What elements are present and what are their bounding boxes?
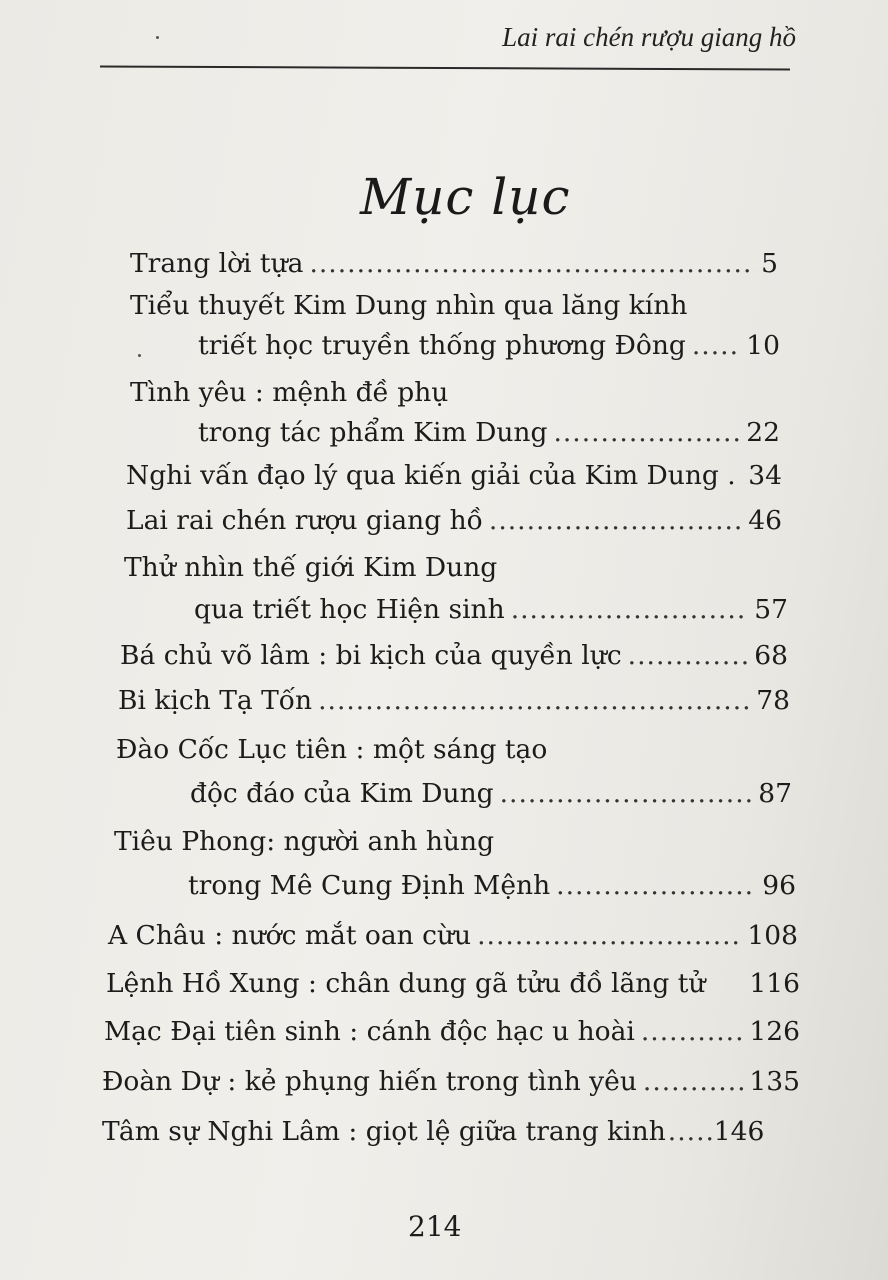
- leader-dots: [489, 505, 742, 536]
- toc-entry-page: 146: [713, 1116, 765, 1147]
- toc-entry: [104, 1016, 800, 1047]
- toc-entry: [102, 1116, 804, 1147]
- toc-entry: [130, 248, 778, 279]
- toc-entry: [188, 870, 796, 901]
- leader-dots: [553, 417, 740, 448]
- page-number: 214: [408, 1210, 462, 1243]
- toc-entry-title: Mạc Đại tiên sinh : cánh độc hạc u hoài: [104, 1016, 635, 1047]
- toc-entry: [126, 505, 782, 536]
- toc-entry: [118, 685, 790, 716]
- leader-dots: [318, 685, 750, 716]
- toc-entry-title-cont: trong tác phẩm Kim Dung: [198, 417, 548, 448]
- toc-entry-page: 126: [749, 1016, 800, 1047]
- toc-entry-page: 108: [747, 920, 798, 951]
- toc-entry-title: A Châu : nước mắt oan cừu: [108, 920, 472, 951]
- paper-speck: [156, 36, 159, 39]
- toc-entry-title: Lệnh Hồ Xung : chân dung gã tửu đồ lãng tử: [106, 968, 706, 999]
- leader-dots: [309, 248, 755, 279]
- toc-entry-page: 135: [749, 1066, 800, 1097]
- toc-entry-page: 96: [762, 870, 796, 901]
- toc-entry-title-cont: triết học truyền thống phương Đông: [198, 330, 686, 361]
- running-head: Lai rai chén rượu giang hồ: [502, 22, 796, 52]
- toc-entry: [198, 330, 780, 361]
- toc-entry-page: 10: [746, 330, 780, 361]
- toc-entry-page: 87: [758, 778, 792, 809]
- toc-entry-title-cont: trong Mê Cung Định Mệnh: [188, 870, 551, 901]
- leader-dots: [643, 1066, 744, 1097]
- toc-entry-title: Tiêu Phong: người anh hùng: [114, 826, 495, 857]
- header-rule: [100, 65, 790, 70]
- leader-dots: [668, 1116, 712, 1147]
- toc-entry-page: 57: [754, 594, 788, 625]
- toc-entry: [190, 778, 792, 809]
- toc-entry: [106, 968, 800, 999]
- toc-entry-page: 34: [748, 460, 782, 491]
- toc-entry: [108, 920, 798, 951]
- toc-entry: [194, 594, 788, 625]
- toc-entry-title: Đào Cốc Lục tiên : một sáng tạo: [116, 734, 548, 765]
- toc-entry-title-cont: qua triết học Hiện sinh: [194, 594, 505, 625]
- toc-entry-title: Tiểu thuyết Kim Dung nhìn qua lăng kính: [130, 290, 688, 321]
- leader-dots: [500, 778, 753, 809]
- toc-entry-title: Tâm sự Nghi Lâm : giọt lệ giữa trang kinh: [102, 1116, 666, 1147]
- toc-entry-page: 78: [756, 685, 790, 716]
- leader-dots: [628, 640, 749, 671]
- toc-entry-title: Nghi vấn đạo lý qua kiến giải của Kim Dung .: [126, 460, 736, 491]
- toc-entry-title: Thử nhìn thế giới Kim Dung: [124, 552, 498, 583]
- toc-entry-title: Bi kịch Tạ Tốn: [118, 685, 313, 716]
- toc-entry-page: 46: [748, 505, 782, 536]
- toc-entry-page: 5: [761, 248, 778, 279]
- toc-title: Mục lục: [360, 168, 571, 226]
- paper-speck: [138, 354, 141, 357]
- toc-entry-title: Trang lời tựa: [130, 248, 304, 279]
- toc-entry-page: 116: [749, 968, 800, 999]
- toc-entry-page: 68: [754, 640, 788, 671]
- leader-dots: [511, 594, 749, 625]
- toc-entry: [102, 1066, 800, 1097]
- leader-dots: [692, 330, 740, 361]
- toc-entry-title-cont: độc đáo của Kim Dung: [190, 778, 494, 809]
- leader-dots: [556, 870, 756, 901]
- toc-entry: [198, 417, 780, 448]
- toc-entry: [126, 460, 782, 491]
- toc-entry-title: Đoàn Dự : kẻ phụng hiến trong tình yêu: [102, 1066, 637, 1097]
- toc-entry: [120, 640, 788, 671]
- toc-entry-title: Tình yêu : mệnh đề phụ: [130, 377, 449, 408]
- toc-entry-title: Bá chủ võ lâm : bi kịch của quyền lực: [120, 640, 622, 671]
- toc-entry-title: Lai rai chén rượu giang hồ: [126, 505, 483, 536]
- leader-dots: [641, 1016, 744, 1047]
- toc-entry-page: 22: [746, 417, 780, 448]
- leader-dots: [477, 920, 741, 951]
